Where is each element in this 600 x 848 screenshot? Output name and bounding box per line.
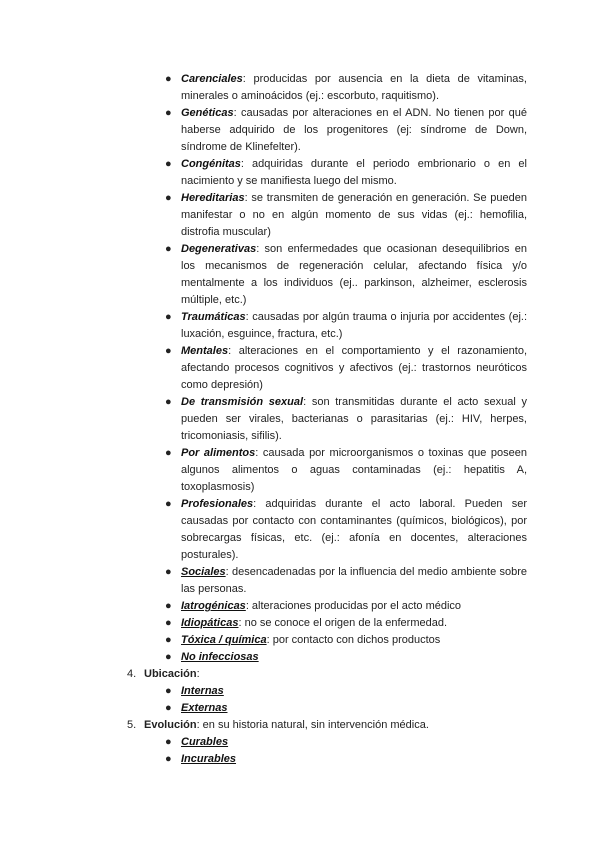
list-item: ● No infecciosas (165, 651, 259, 663)
item-term: Iatrogénicas (181, 600, 246, 612)
list-item: ● Iatrogénicas: alteraciones producidas por el acto médico (165, 600, 462, 612)
list-item: ● Traumáticas: causadas por algún trauma o injuria por accidentes (ej.: luxación, esguince, fractura, etc.) (165, 311, 527, 340)
item-text: son transmitidas durante el acto sexual y pueden ser virales, bacterianas o parasitarias (ej.: HIV, herpes, tricomoniasis, sifilis). (181, 396, 527, 442)
item-term: Degenerativas (181, 243, 257, 255)
item-term: De transmisión sexual (181, 396, 304, 408)
item-term: Idiopáticas (181, 617, 239, 629)
item-term: Profesionales (181, 498, 254, 510)
list-item: ● Degenerativas: son enfermedades que ocasionan desequilibrios en los mecanismos de regeneración celular, afectando física y/o mentalmente a los individuos (ej.. parkinson, alzheimer, esclerosis múltiple, etc.) (165, 243, 527, 306)
section-ubicacion: 4. Ubicación: (127, 668, 200, 680)
item-term: Sociales (181, 566, 226, 578)
list-item: ● Curables (165, 736, 229, 748)
item-text: alteraciones producidas por el acto médico (248, 600, 462, 612)
item-text: producidas por ausencia en la dieta de vitaminas, minerales o aminoácidos (ej.: escorbuto, raquitismo). (181, 73, 527, 102)
list-item: ● De transmisión sexual: son transmitidas durante el acto sexual y pueden ser virales, bacterianas o parasitarias (ej.: HIV, herpes, tricomoniasis, sifilis). (165, 396, 527, 442)
section-heading: Evolución (144, 719, 197, 731)
item-term: Mentales (181, 345, 229, 357)
list-item: ● Idiopáticas: no se conoce el origen de la enfermedad. (165, 617, 448, 629)
item-text: no se conoce el origen de la enfermedad. (241, 617, 448, 629)
ubicacion-list (0, 683, 600, 717)
item-term: Carenciales (181, 73, 243, 85)
list-item: ● Genéticas: causadas por alteraciones en el ADN. No tienen por qué haberse adquirido de los progenitores (ej: síndrome de Down, síndrome de Klinefelter). (165, 107, 527, 153)
item-term: Traumáticas (181, 311, 246, 323)
item-term: Por alimentos (181, 447, 256, 459)
document-content (0, 71, 600, 768)
list-item: ● Mentales: alteraciones en el comportamiento y el razonamiento, afectando procesos cognitivos y afectivos (ej.: trastornos neuróticos como depresión) (165, 345, 527, 391)
item-text: causadas por alteraciones en el ADN. No tienen por qué haberse adquirido de los progenitores (ej: síndrome de Down, síndrome de Klinefelter). (181, 107, 527, 153)
item-text: se transmiten de generación en generación. Se pueden manifestar o no en algún momento de sus vidas (ej.: hemofilia, distrofia muscular) (181, 192, 527, 238)
item-text: son enfermedades que ocasionan desequilibrios en los mecanismos de regeneración celular, afectando física y/o mentalmente a los individuos (ej.. parkinson, alzheimer, esclerosis múltiple, etc.) (181, 243, 527, 306)
section-evolucion: 5. Evolución: en su historia natural, sin intervención médica. (127, 719, 429, 731)
section-heading: Ubicación (144, 668, 197, 680)
item-term: Curables (181, 736, 229, 748)
list-item: ● Por alimentos: causada por microorganismos o toxinas que poseen algunos alimentos o aguas contaminadas (ej.: hepatitis A, toxoplasmosis) (165, 447, 527, 493)
list-item: ● Congénitas: adquiridas durante el periodo embrionario o en el nacimiento y se manifiesta luego del mismo. (165, 158, 527, 187)
item-term: Hereditarias (181, 192, 245, 204)
item-text: alteraciones en el comportamiento y el razonamiento, afectando procesos cognitivos y afectivos (ej.: trastornos neuróticos como depresión) (181, 345, 527, 391)
list-item: ● Profesionales: adquiridas durante el acto laboral. Pueden ser causadas por contacto con contaminantes (químicos, biológicos), por sobrecargas físicas, etc. (ej.: afonía en docentes, alteraciones posturales). (165, 498, 527, 561)
list-item: ● Carenciales: producidas por ausencia en la dieta de vitaminas, minerales o aminoácidos (ej.: escorbuto, raquitismo). (165, 73, 527, 102)
item-term: Internas (181, 685, 224, 697)
list-item: ● Internas (165, 685, 224, 697)
list-item: ● Incurables (165, 753, 237, 765)
item-term: No infecciosas (181, 651, 259, 663)
item-term: Genéticas (181, 107, 234, 119)
disease-types-list (0, 71, 600, 666)
item-term: Congénitas (181, 158, 241, 170)
item-text: adquiridas durante el acto laboral. Pueden ser causadas por contacto con contaminantes (químicos, biológicos), por sobrecargas físicas, etc. (ej.: afonía en docentes, alteraciones posturales). (181, 498, 527, 561)
item-text: adquiridas durante el periodo embrionario o en el nacimiento y se manifiesta luego del mismo. (181, 158, 527, 187)
item-text: por contacto con dichos productos (269, 634, 441, 646)
list-item: ● Externas (165, 702, 228, 714)
list-item: ● Sociales: desencadenadas por la influencia del medio ambiente sobre las personas. (165, 566, 527, 595)
list-item: ● Tóxica / química: por contacto con dichos productos (165, 634, 441, 646)
item-term: Externas (181, 702, 228, 714)
item-term: Incurables (181, 753, 237, 765)
item-text: causada por microorganismos o toxinas que poseen algunos alimentos o aguas contaminadas (ej.: hepatitis A, toxoplasmosis) (181, 447, 527, 493)
item-text: causadas por algún trauma o injuria por accidentes (ej.: luxación, esguince, fractura, etc.) (181, 311, 527, 340)
item-text: desencadenadas por la influencia del medio ambiente sobre las personas. (181, 566, 527, 595)
evolucion-list (0, 734, 600, 768)
item-term: Tóxica / química (181, 634, 267, 646)
list-item: ● Hereditarias: se transmiten de generación en generación. Se pueden manifestar o no en algún momento de sus vidas (ej.: hemofilia, distrofia muscular) (165, 192, 527, 238)
